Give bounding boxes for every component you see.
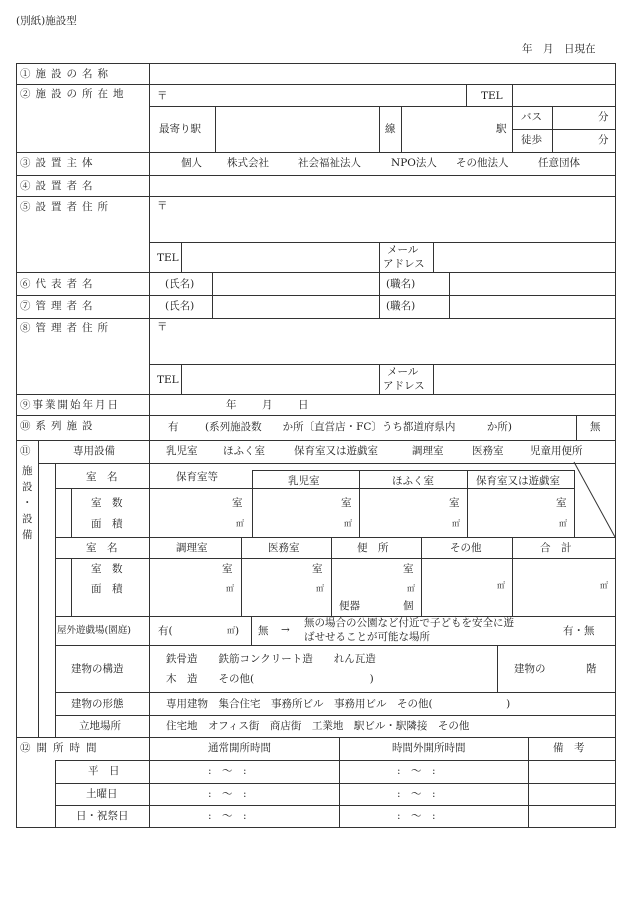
founder-option[interactable]: 個人 [181,157,202,169]
remarks-header: 備 考 [553,742,585,754]
label-founder-address: ⑤設置者住所 [20,201,113,213]
area-label: 面 積 [91,583,123,595]
toilet-header: 便 所 [357,542,389,554]
saturday-label: 土曜日 [86,788,118,800]
infant-room-header: 乳児室 [288,475,320,487]
email-label: メール [387,244,419,256]
floors-label: 建物の [514,663,546,675]
sqm-unit: ㎡ [227,626,235,635]
floors-unit: 階 [586,663,597,675]
label-founder-type: ③設置主体 [20,157,98,169]
playground-note: ばせせることが可能な場所 [304,631,430,643]
tel-label: TEL [157,374,179,386]
email-label: メール [387,366,419,378]
exclusive-item[interactable]: 調理室 [412,445,444,457]
sqm-unit: ㎡ [600,581,608,590]
sqm-unit: ㎡ [407,584,415,593]
arrow-icon: → [281,624,290,636]
sqm-unit: ㎡ [452,519,460,528]
playground-close: ) [235,625,240,637]
area-label: 面 積 [91,518,123,530]
walk-label: 徒歩 [521,134,542,146]
room-count-label: 室 数 [91,563,123,575]
room-unit: 室 [341,497,352,509]
room-unit: 室 [403,563,414,575]
kitchen-header: 調理室 [176,542,208,554]
nearest-station-label: 最寄り駅 [159,123,201,135]
exclusive-item[interactable]: 医務室 [472,445,504,457]
section-11-label: 設 [22,481,33,493]
time-range[interactable]: : 〜 : [208,788,247,800]
label-manager-address: ⑧管理者住所 [20,322,113,334]
year-label: 年 [226,399,237,411]
sqm-unit: ㎡ [316,584,324,593]
tel-label: TEL [481,90,503,102]
email-label: アドレス [383,258,425,270]
medical-room-header: 医務室 [268,542,300,554]
playground-label: 屋外遊戯場(園庭) [57,625,131,636]
station-suffix: 駅 [496,123,507,135]
date-stamp: 年 月 日現在 [522,43,596,55]
room-unit: 室 [222,563,233,575]
tel-label: TEL [157,252,179,264]
extra-hours-header: 時間外開所時間 [392,742,466,754]
exclusive-item[interactable]: 保育室又は遊戯室 [294,445,378,457]
exclusive-equipment-label: 専用設備 [73,445,115,457]
affiliate-no[interactable]: 無 [590,421,601,433]
room-unit: 室 [232,497,243,509]
room-unit: 室 [449,497,460,509]
label-manager: ⑦管理者名 [20,300,98,312]
total-header: 合 計 [540,542,572,554]
nursery-rooms-header: 保育室等 [176,471,218,483]
line-label: 線 [385,123,396,135]
exclusive-item[interactable]: 児童用便所 [530,445,583,457]
label-representative: ⑥代表者名 [20,278,98,290]
weekday-label: 平 日 [88,765,120,777]
section-11-label: ・ [22,497,33,509]
time-range[interactable]: : 〜 : [397,765,436,777]
toilet-bowl-unit: 個 [403,600,414,612]
location-label: 立地場所 [79,720,121,732]
section-11-label: 備 [22,529,33,541]
toilet-bowl-label: 便器 [339,600,360,612]
bus-label: バス [521,111,542,123]
location-options[interactable]: 住宅地 オフィス街 商店街 工業地 駅ビル・駅隣接 その他 [166,720,470,732]
playground-note: 無の場合の公園など付近で子どもを安全に遊 [304,617,514,629]
play-room-header: 保育室又は遊戯室 [476,475,560,487]
room-name-header: 室 名 [86,542,118,554]
time-range[interactable]: : 〜 : [397,788,436,800]
building-form-options[interactable]: 専用建物 集合住宅 事務所ビル 事務用ビル その他( ) [166,698,511,710]
label-facility-name: ①施設の名称 [20,68,113,80]
building-form-label: 建物の形態 [71,698,124,710]
time-range[interactable]: : 〜 : [208,810,247,822]
rep-title-label: (職名) [386,278,416,290]
section-11-label: 設 [22,513,33,525]
room-unit: 室 [312,563,323,575]
label-founder-name: ④設置者名 [20,180,98,192]
other-header: その他 [450,542,482,554]
walk-minutes-unit: 分 [598,134,609,146]
founder-option[interactable]: 株式会社 [227,157,269,169]
crawling-room-header: ほふく室 [392,475,434,487]
sqm-unit: ㎡ [344,519,352,528]
room-name-header: 室 名 [86,471,118,483]
normal-hours-header: 通常開所時間 [208,742,271,754]
month-label: 月 [262,399,273,411]
affiliate-detail: (系列施設数 か所〔直営店・FC〕うち都道府県内 か所) [205,421,513,433]
postal-mark: 〒 [157,200,168,212]
playground-no[interactable]: 無 [258,625,269,637]
label-facility-address: ②施設の所在地 [20,88,129,100]
attachment-label: (別紙)施設型 [16,15,77,27]
section-11-number: ⑪ [20,445,31,457]
exclusive-item[interactable]: 乳児室 [166,445,198,457]
sqm-unit: ㎡ [559,519,567,528]
label-opening-hours: ⑫開所時間 [20,742,103,754]
sqm-unit: ㎡ [226,584,234,593]
playground-yes[interactable]: 有( [158,625,173,637]
day-label: 日 [298,399,309,411]
postal-mark: 〒 [157,90,168,102]
founder-option[interactable]: NPO法人 [391,157,437,169]
time-range[interactable]: : 〜 : [397,810,436,822]
sqm-unit: ㎡ [497,581,505,590]
sqm-unit: ㎡ [236,519,244,528]
bus-minutes-unit: 分 [598,111,609,123]
structure-label: 建物の構造 [71,663,124,675]
mgr-name-label: (氏名) [165,300,195,312]
safe-place-yes-no[interactable]: 有・無 [563,625,595,637]
postal-mark: 〒 [157,321,168,333]
room-count-label: 室 数 [91,497,123,509]
email-label: アドレス [383,380,425,392]
founder-option[interactable]: 任意団体 [538,157,580,169]
time-range[interactable]: : 〜 : [208,765,247,777]
affiliate-yes[interactable]: 有 [168,421,179,433]
founder-option[interactable]: 社会福祉法人 [298,157,361,169]
label-start-date: ⑨事業開始年月日 [20,399,120,411]
room-unit: 室 [556,497,567,509]
mgr-title-label: (職名) [386,300,416,312]
section-11-label: 施 [22,465,33,477]
founder-option[interactable]: その他法人 [456,157,509,169]
exclusive-item[interactable]: ほふく室 [223,445,265,457]
label-affiliates: ⑩系列施設 [20,420,98,432]
structure-options[interactable]: 木 造 その他( ) [166,673,374,685]
rep-name-label: (氏名) [165,278,195,290]
holiday-label: 日・祝祭日 [76,810,129,822]
structure-options[interactable]: 鉄骨造 鉄筋コンクリート造 れん瓦造 [166,653,376,665]
